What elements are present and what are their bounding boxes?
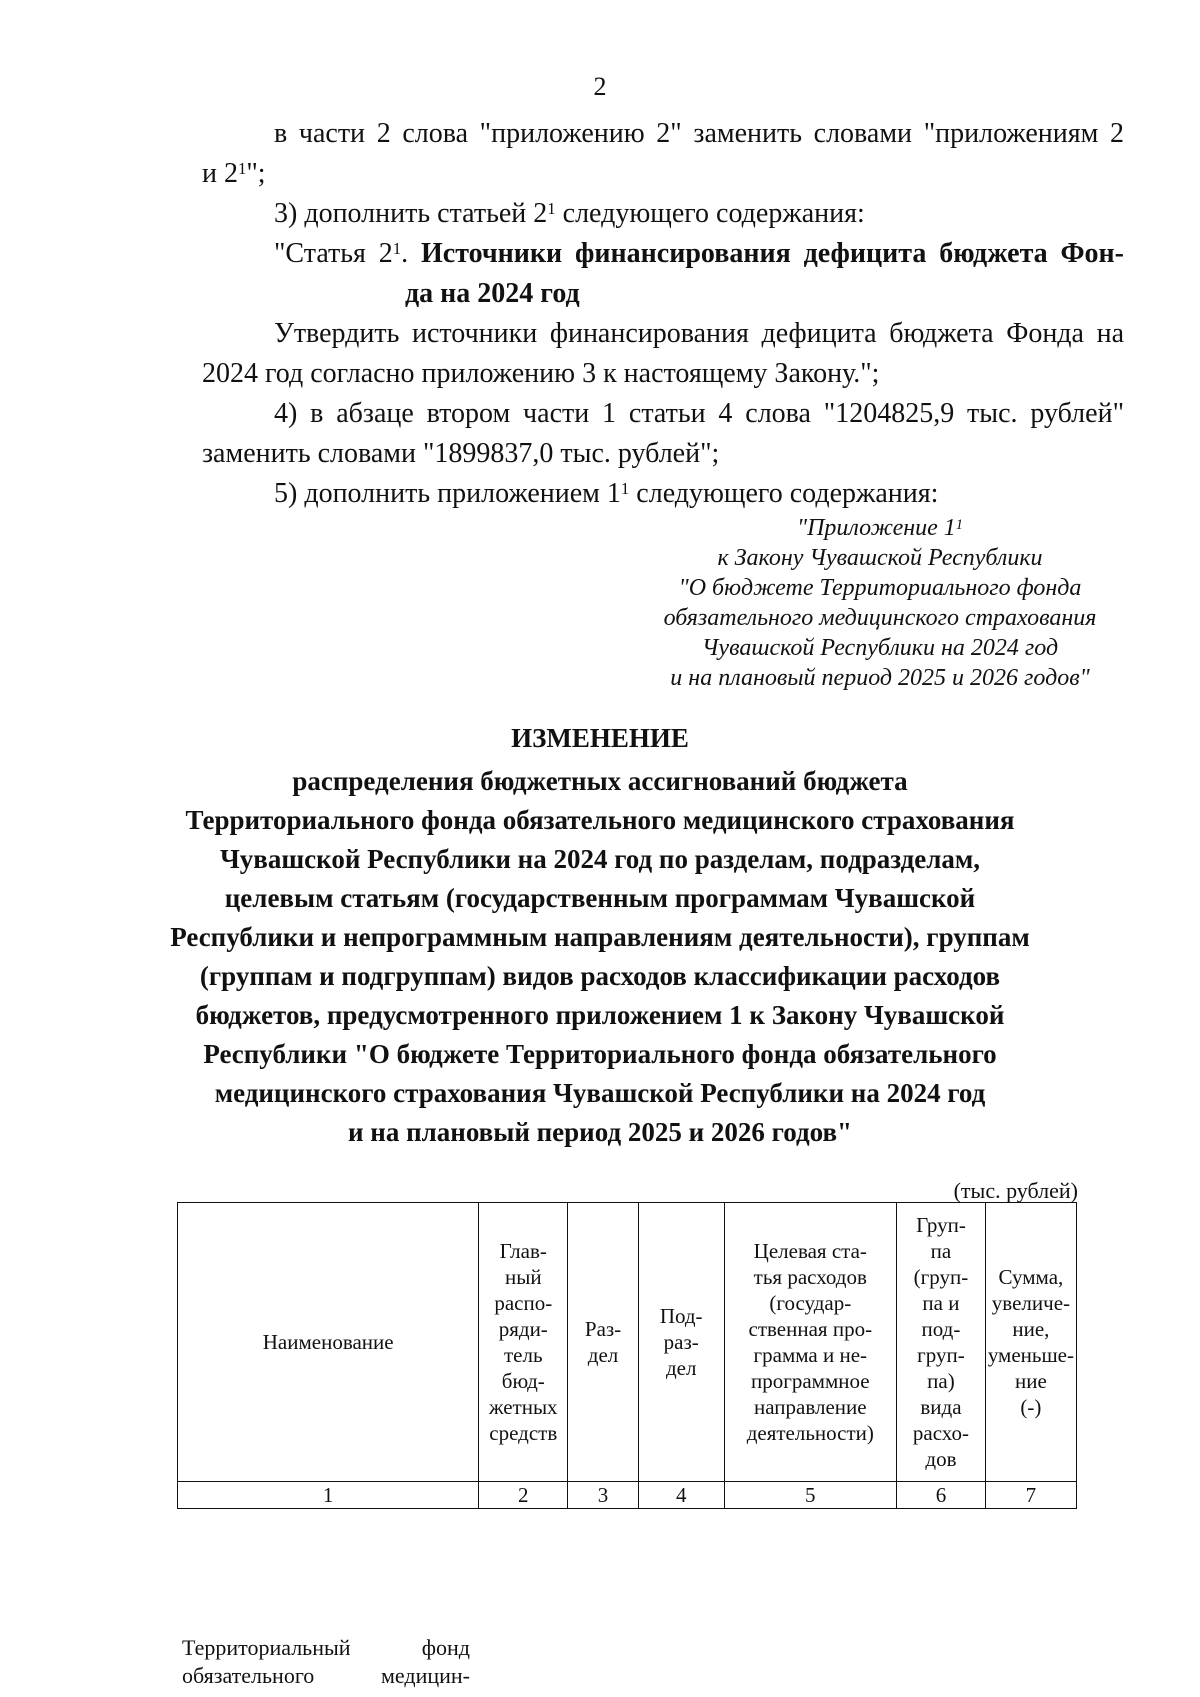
title-line-5: Республики и непрограммным направлениям деятельности), группам (170, 922, 1030, 952)
header-name: Наименование (178, 1203, 479, 1482)
title-line-9: медицинского страхования Чувашской Республики на 2024 год (214, 1078, 986, 1108)
title-line-6: (группам и подгруппам) видов расходов классификации расходов (199, 961, 1001, 991)
appendix-caption-line-4: обязательного медицинского страхования (663, 605, 1097, 631)
appendix-caption-line-5: Чувашской Республики на 2024 год (701, 635, 1059, 661)
body-line-9: заменить словами "1899837,0 тыс. рублей"; (202, 438, 720, 469)
column-number-row (178, 1482, 1077, 1509)
article-heading-line-1: "Статья $2^1$. Источники финансирования дефицита бюджета Фон- (274, 238, 1125, 269)
appendix-caption-line-6: и на плановый период 2025 и 2026 годов" (670, 665, 1090, 691)
table-header-row (178, 1203, 1077, 1482)
title-line-3: Чувашской Республики на 2024 год по разделам, подразделам, (219, 844, 981, 874)
budget-table (177, 1202, 1077, 1509)
body-line-3: 3) дополнить статьей $2^1$ следующего содержания: (274, 198, 865, 229)
page-number: 2 (593, 72, 607, 101)
body-line-2: и $2^1$"; (202, 158, 266, 189)
units-label: (тыс. рублей) (953, 1178, 1078, 1203)
title-line-1: распределения бюджетных ассигнований бюджета (292, 766, 908, 796)
column-number: 7 (985, 1482, 1076, 1509)
body-line-1: в части 2 слова "приложению 2" заменить словами "приложениям 2 (274, 118, 1124, 149)
body-line-8: 4) в абзаце втором части 1 статьи 4 слова "1204825,9 тыс. рублей" (274, 398, 1124, 429)
column-number: 2 (479, 1482, 568, 1509)
column-number: 3 (568, 1482, 639, 1509)
appendix-caption-line-3: "О бюджете Территориального фонда (678, 575, 1082, 601)
body-line-6: Утвердить источники финансирования дефицита бюджета Фонда на (274, 318, 1124, 349)
appendix-caption-line-1: "Приложение $1^1$ (797, 515, 963, 541)
body-line-10: 5) дополнить приложением $1^1$ следующего содержания: (274, 478, 939, 509)
article-heading-line-2: да на 2024 год (405, 278, 580, 309)
document-title-heading: ИЗМЕНЕНИЕ (511, 723, 689, 753)
column-number: 6 (897, 1482, 986, 1509)
header-target-article: Целевая ста- тья расходов (государ- ственная про- грамма и не- программное направление деятельности) (724, 1203, 897, 1482)
table-first-row-name: Территориальный фонд обязательного медицин- (182, 1635, 470, 1688)
column-number: 5 (724, 1482, 897, 1509)
header-section: Раз- дел (568, 1203, 639, 1482)
appendix-caption-line-2: к Закону Чувашской Республики (717, 545, 1043, 571)
header-amount: Сумма, увеличе- ние, уменьше- ние (-) (985, 1203, 1076, 1482)
title-line-4: целевым статьям (государственным программам Чувашской (224, 883, 976, 913)
body-line-7: 2024 год согласно приложению 3 к настоящему Закону."; (202, 358, 880, 389)
header-expense-group: Груп- па (груп- па и под- груп- па) вида расхо- дов (897, 1203, 986, 1482)
column-number: 1 (178, 1482, 479, 1509)
title-line-2: Территориального фонда обязательного медицинского страхования (185, 805, 1015, 835)
header-budget-holder: Глав- ный распо- ряди- тель бюд- жетных средств (479, 1203, 568, 1482)
column-number: 4 (638, 1482, 724, 1509)
title-line-8: Республики "О бюджете Территориального фонда обязательного (203, 1039, 997, 1069)
header-subsection: Под- раз- дел (638, 1203, 724, 1482)
title-line-7: бюджетов, предусмотренного приложением 1 к Закону Чувашской (195, 1000, 1005, 1030)
title-line-10: и на плановый период 2025 и 2026 годов" (347, 1117, 853, 1147)
